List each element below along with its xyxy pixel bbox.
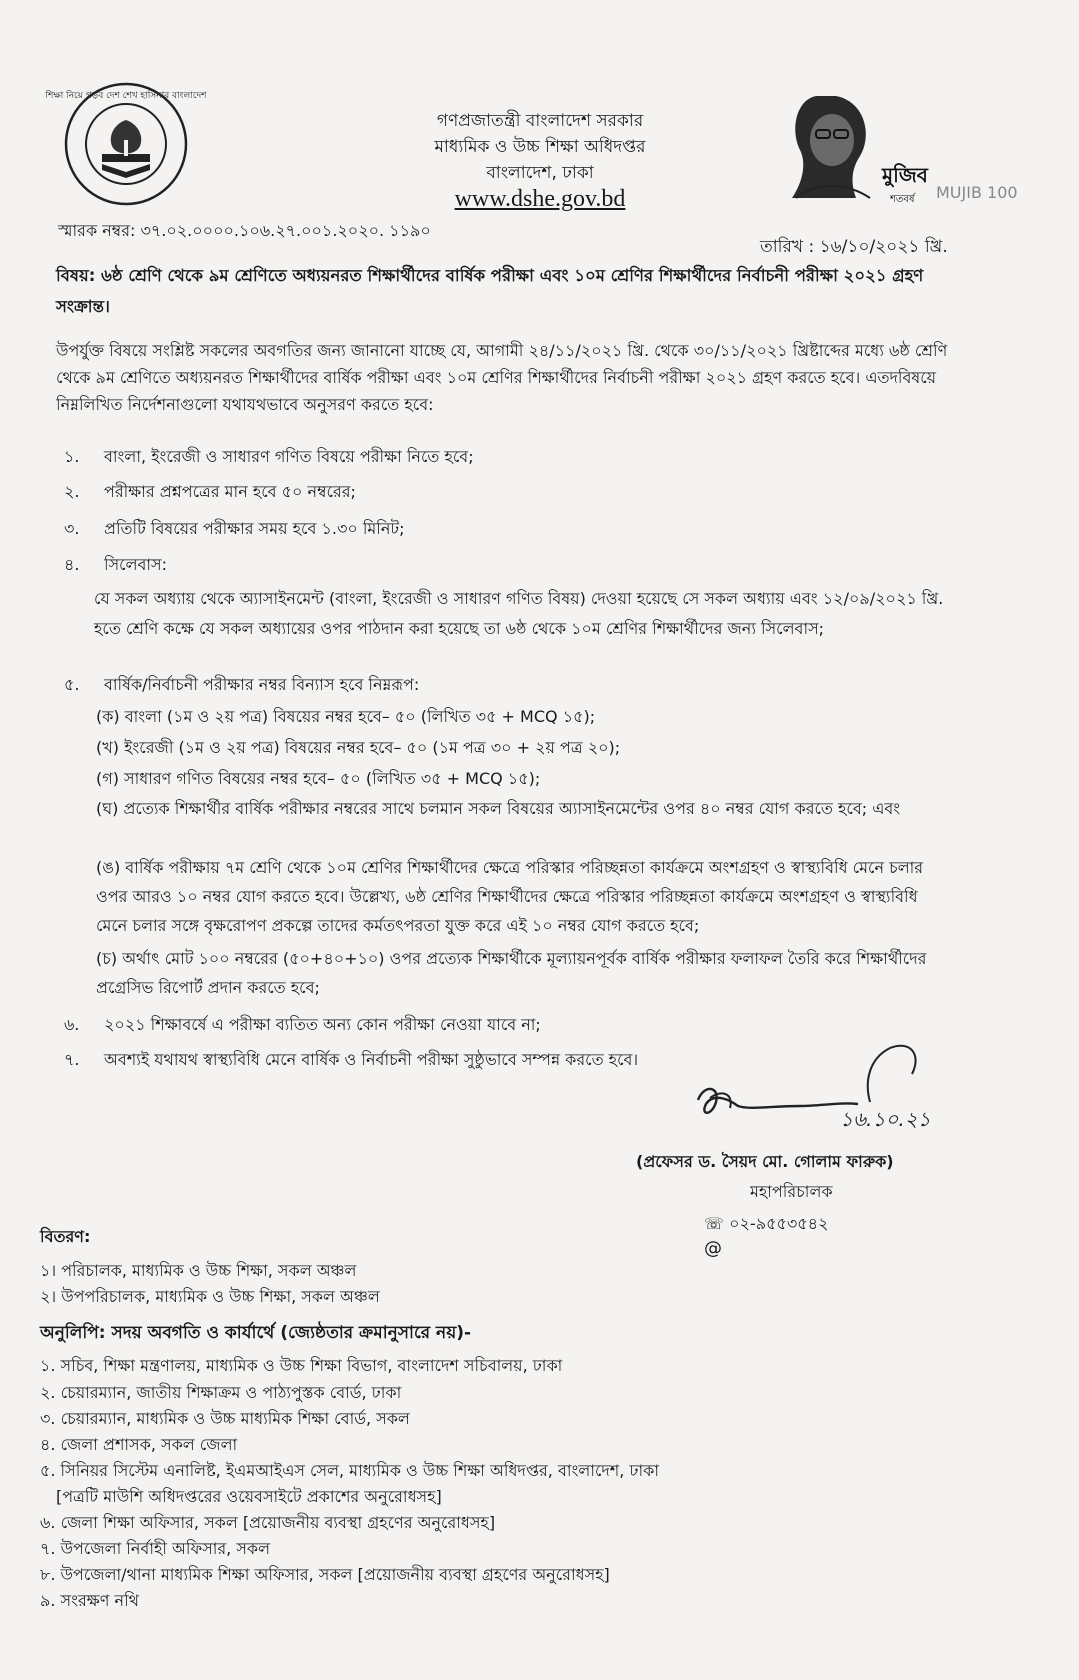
subject-line: বিষয়: ৬ষ্ঠ শ্রেণি থেকে ৯ম শ্রেণিতে অধ্যয়নরত শিক্ষার্থীদের বার্ষিক পরীক্ষা এবং ১০ম শ্রেণির শিক্ষার্থীদের নির্বাচনী পরীক্ষা ২০২১ গ্রহণ সংক্রান্ত।	[56, 266, 924, 316]
item-number: ৬.	[64, 1015, 80, 1034]
letter-date: তারিখ : ১৬/১০/২০২১ খ্রি.	[760, 237, 948, 257]
item-text: বাংলা, ইংরেজী ও সাধারণ গণিত বিষয়ে পরীক্ষা নিতে হবে;	[104, 447, 474, 466]
item-text: পরীক্ষার প্রশ্নপত্রের মান হবে ৫০ নম্বরের;	[104, 482, 356, 501]
mujib-word: মুজিব	[882, 163, 928, 187]
header-line1: গণপ্রজাতন্ত্রী বাংলাদেশ সরকার	[436, 111, 644, 131]
copy-item: ৫. সিনিয়র সিস্টেম এনালিষ্ট, ইএমআইএস সেল, মাধ্যমিক ও উচ্চ শিক্ষা অধিদপ্তর, বাংলাদেশ, ঢাকা	[40, 1461, 659, 1480]
website-link[interactable]: www.dshe.gov.bd	[454, 186, 626, 212]
signatory-title: মহাপরিচালক	[750, 1182, 833, 1201]
copy-item: ৯. সংরক্ষণ নথি	[40, 1591, 140, 1610]
dshe-logo	[45, 80, 207, 208]
signatory-phone	[704, 1211, 828, 1238]
item-number: ১.	[64, 447, 80, 466]
list-item	[0, 477, 1079, 507]
item-number: ২.	[64, 482, 80, 501]
item-number: ৭.	[64, 1050, 80, 1069]
list-item	[0, 442, 1079, 472]
email-icon: @	[704, 1238, 722, 1259]
copy-item-note: [পত্রটি মাউশি অধিদপ্তরের ওয়েবসাইটে প্রকাশের অনুরোধসহ]	[56, 1487, 442, 1506]
signature-date: ১৬.১০.২১	[840, 1107, 931, 1131]
sub-item: (ঘ) প্রত্যেক শিক্ষার্থীর বার্ষিক পরীক্ষার নম্বরের সাথে চলমান সকল বিষয়ের অ্যাসাইনমেন্টের ওপর ৪০ নম্বর যোগ করতে হবে; এবং	[96, 799, 901, 818]
header-line2: মাধ্যমিক ও উচ্চ শিক্ষা অধিদপ্তর	[434, 137, 646, 157]
sub-item: (ক) বাংলা (১ম ও ২য় পত্র) বিষয়ের নম্বর হবে– ৫০ (লিখিত ৩৫ + MCQ ১৫);	[96, 707, 596, 726]
phone-number: ০২-৯৫৫৩৫৪২	[729, 1214, 829, 1233]
distribution-item: ২। উপপরিচালক, মাধ্যমিক ও উচ্চ শিক্ষা, সকল অঞ্চল	[40, 1287, 380, 1306]
item-text: সিলেবাস:	[104, 555, 168, 574]
copy-item: ৪. জেলা প্রশাসক, সকল জেলা	[40, 1435, 238, 1454]
distribution-heading: বিতরণ:	[40, 1227, 91, 1246]
item-text: প্রতিটি বিষয়ের পরীক্ষার সময় হবে ১.৩০ মিনিট;	[104, 519, 405, 538]
list-item	[0, 514, 1079, 544]
phone-icon: ☏	[704, 1214, 725, 1233]
signatory-name: (প্রফেসর ড. সৈয়দ মো. গোলাম ফারুক)	[636, 1152, 894, 1171]
mujib-mark: MUJIB 100	[936, 183, 1018, 202]
item-text: অবশ্যই যথাযথ স্বাস্থ্যবিধি মেনে বার্ষিক ও নির্বাচনী পরীক্ষা সুষ্ঠুভাবে সম্পন্ন করতে হবে।	[104, 1050, 639, 1069]
copy-item: ৮. উপজেলা/থানা মাধ্যমিক শিক্ষা অফিসার, সকল [প্রয়োজনীয় ব্যবস্থা গ্রহণের অনুরোধসহ]	[40, 1565, 610, 1584]
copy-item: ১. সচিব, শিক্ষা মন্ত্রণালয়, মাধ্যমিক ও উচ্চ শিক্ষা বিভাগ, বাংলাদেশ সচিবালয়, ঢাকা	[40, 1356, 563, 1375]
copies-heading: অনুলিপি: সদয় অবগতি ও কার্যার্থে (জ্যেষ্ঠতার ক্রমানুসারে নয়)-	[40, 1323, 472, 1343]
list-item	[0, 670, 1079, 700]
header-line3: বাংলাদেশ, ঢাকা	[486, 163, 594, 183]
intro-paragraph: উপর্যুক্ত বিষয়ে সংশ্লিষ্ট সকলের অবগতির জন্য জানানো যাচ্ছে যে, আগামী ২৪/১১/২০২১ খ্রি. থেকে ৩০/১১/২০২১ খ্রিষ্টাব্দের মধ্যে ৬ষ্ঠ শ্রেণি থেকে ৯ম শ্রেণিতে অধ্যয়নরত শিক্ষার্থীদের বার্ষিক পরীক্ষা এবং ১০ম শ্রেণির শিক্ষার্থীদের নির্বাচনী পরীক্ষা ২০২১ গ্রহণ করতে হবে। এতদবিষয়ে নিম্নলিখিত নির্দেশনাগুলো যথাযথভাবে অনুসরণ করতে হবে:	[56, 341, 948, 414]
logo-ring-text: শিক্ষা নিয়ে গড়ব দেশ শেখ হাসিনার বাংলাদেশ	[45, 91, 207, 101]
item-number: ৪.	[64, 555, 80, 574]
syllabus-text: যে সকল অধ্যায় থেকে অ্যাসাইনমেন্ট (বাংলা, ইংরেজী ও সাধারণ গণিত বিষয়) দেওয়া হয়েছে সে সকল অধ্যায় এবং ১২/০৯/২০২১ খ্রি. হতে শ্রেণি কক্ষে যে সকল অধ্যায়ের ওপর পাঠদান করা হয়েছে তা ৬ষ্ঠ থেকে ১০ম শ্রেণির শিক্ষার্থীদের জন্য সিলেবাস;	[94, 589, 944, 638]
item-text: বার্ষিক/নির্বাচনী পরীক্ষার নম্বর বিন্যাস হবে নিম্নরূপ:	[104, 675, 420, 694]
office-header	[330, 108, 750, 212]
mujib-100-logo	[786, 90, 1018, 218]
copy-item: ৩. চেয়ারম্যান, মাধ্যমিক ও উচ্চ মাধ্যমিক শিক্ষা বোর্ড, সকল	[40, 1409, 410, 1428]
sub-item: (গ) সাধারণ গণিত বিষয়ের নম্বর হবে– ৫০ (লিখিত ৩৫ + MCQ ১৫);	[96, 769, 541, 788]
signature-image	[690, 1040, 990, 1150]
copy-item: ৭. উপজেলা নির্বাহী অফিসার, সকল	[40, 1539, 271, 1558]
list-item	[0, 550, 1079, 580]
copy-item: ৬. জেলা শিক্ষা অফিসার, সকল [প্রয়োজনীয় ব্যবস্থা গ্রহণের অনুরোধসহ]	[40, 1513, 496, 1532]
list-item	[0, 1010, 1079, 1040]
sub-item: (খ) ইংরেজী (১ম ও ২য় পত্র) বিষয়ের নম্বর হবে– ৫০ (১ম পত্র ৩০ + ২য় পত্র ২০);	[96, 738, 621, 757]
copy-item: ২. চেয়ারম্যান, জাতীয় শিক্ষাক্রম ও পাঠ্যপুস্তক বোর্ড, ঢাকা	[40, 1383, 402, 1402]
memo-number: স্মারক নম্বর: ৩৭.০২.০০০০.১০৬.২৭.০০১.২০২০. ১১৯০	[58, 221, 431, 240]
item-number: ৩.	[64, 519, 80, 538]
item-number: ৫.	[64, 675, 80, 694]
distribution-item: ১। পরিচালক, মাধ্যমিক ও উচ্চ শিক্ষা, সকল অঞ্চল	[40, 1261, 357, 1280]
sub-item: (ঙ) বার্ষিক পরীক্ষায় ৭ম শ্রেণি থেকে ১০ম শ্রেণির শিক্ষার্থীদের ক্ষেত্রে পরিস্কার পরিচ্ছন্নতা কার্যক্রমে অংশগ্রহণ ও স্বাস্থ্যবিধি মেনে চলার ওপর আরও ১০ নম্বর যোগ করতে হবে। উল্লেখ্য, ৬ষ্ঠ শ্রেণির শিক্ষার্থীদের ক্ষেত্রে পরিস্কার পরিচ্ছন্নতা কার্যক্রমে অংশগ্রহণ ও স্বাস্থ্যবিধি মেনে চলার সঙ্গে বৃক্ষরোপণ প্রকল্পে তাদের কর্মতৎপরতা যুক্ত করে এই ১০ নম্বর যোগ করতে হবে;	[96, 858, 924, 935]
mujib-sub: শতবর্ষ	[890, 194, 915, 205]
sub-item: (চ) অর্থাৎ মোট ১০০ নম্বরের (৫০+৪০+১০) ওপর প্রত্যেক শিক্ষার্থীকে মূল্যায়নপূর্বক বার্ষিক পরীক্ষার ফলাফল তৈরি করে শিক্ষার্থীদের প্রগ্রেসিভ রিপোর্ট প্রদান করতে হবে;	[96, 949, 927, 997]
item-text: ২০২১ শিক্ষাবর্ষে এ পরীক্ষা ব্যতিত অন্য কোন পরীক্ষা নেওয়া যাবে না;	[104, 1015, 541, 1034]
